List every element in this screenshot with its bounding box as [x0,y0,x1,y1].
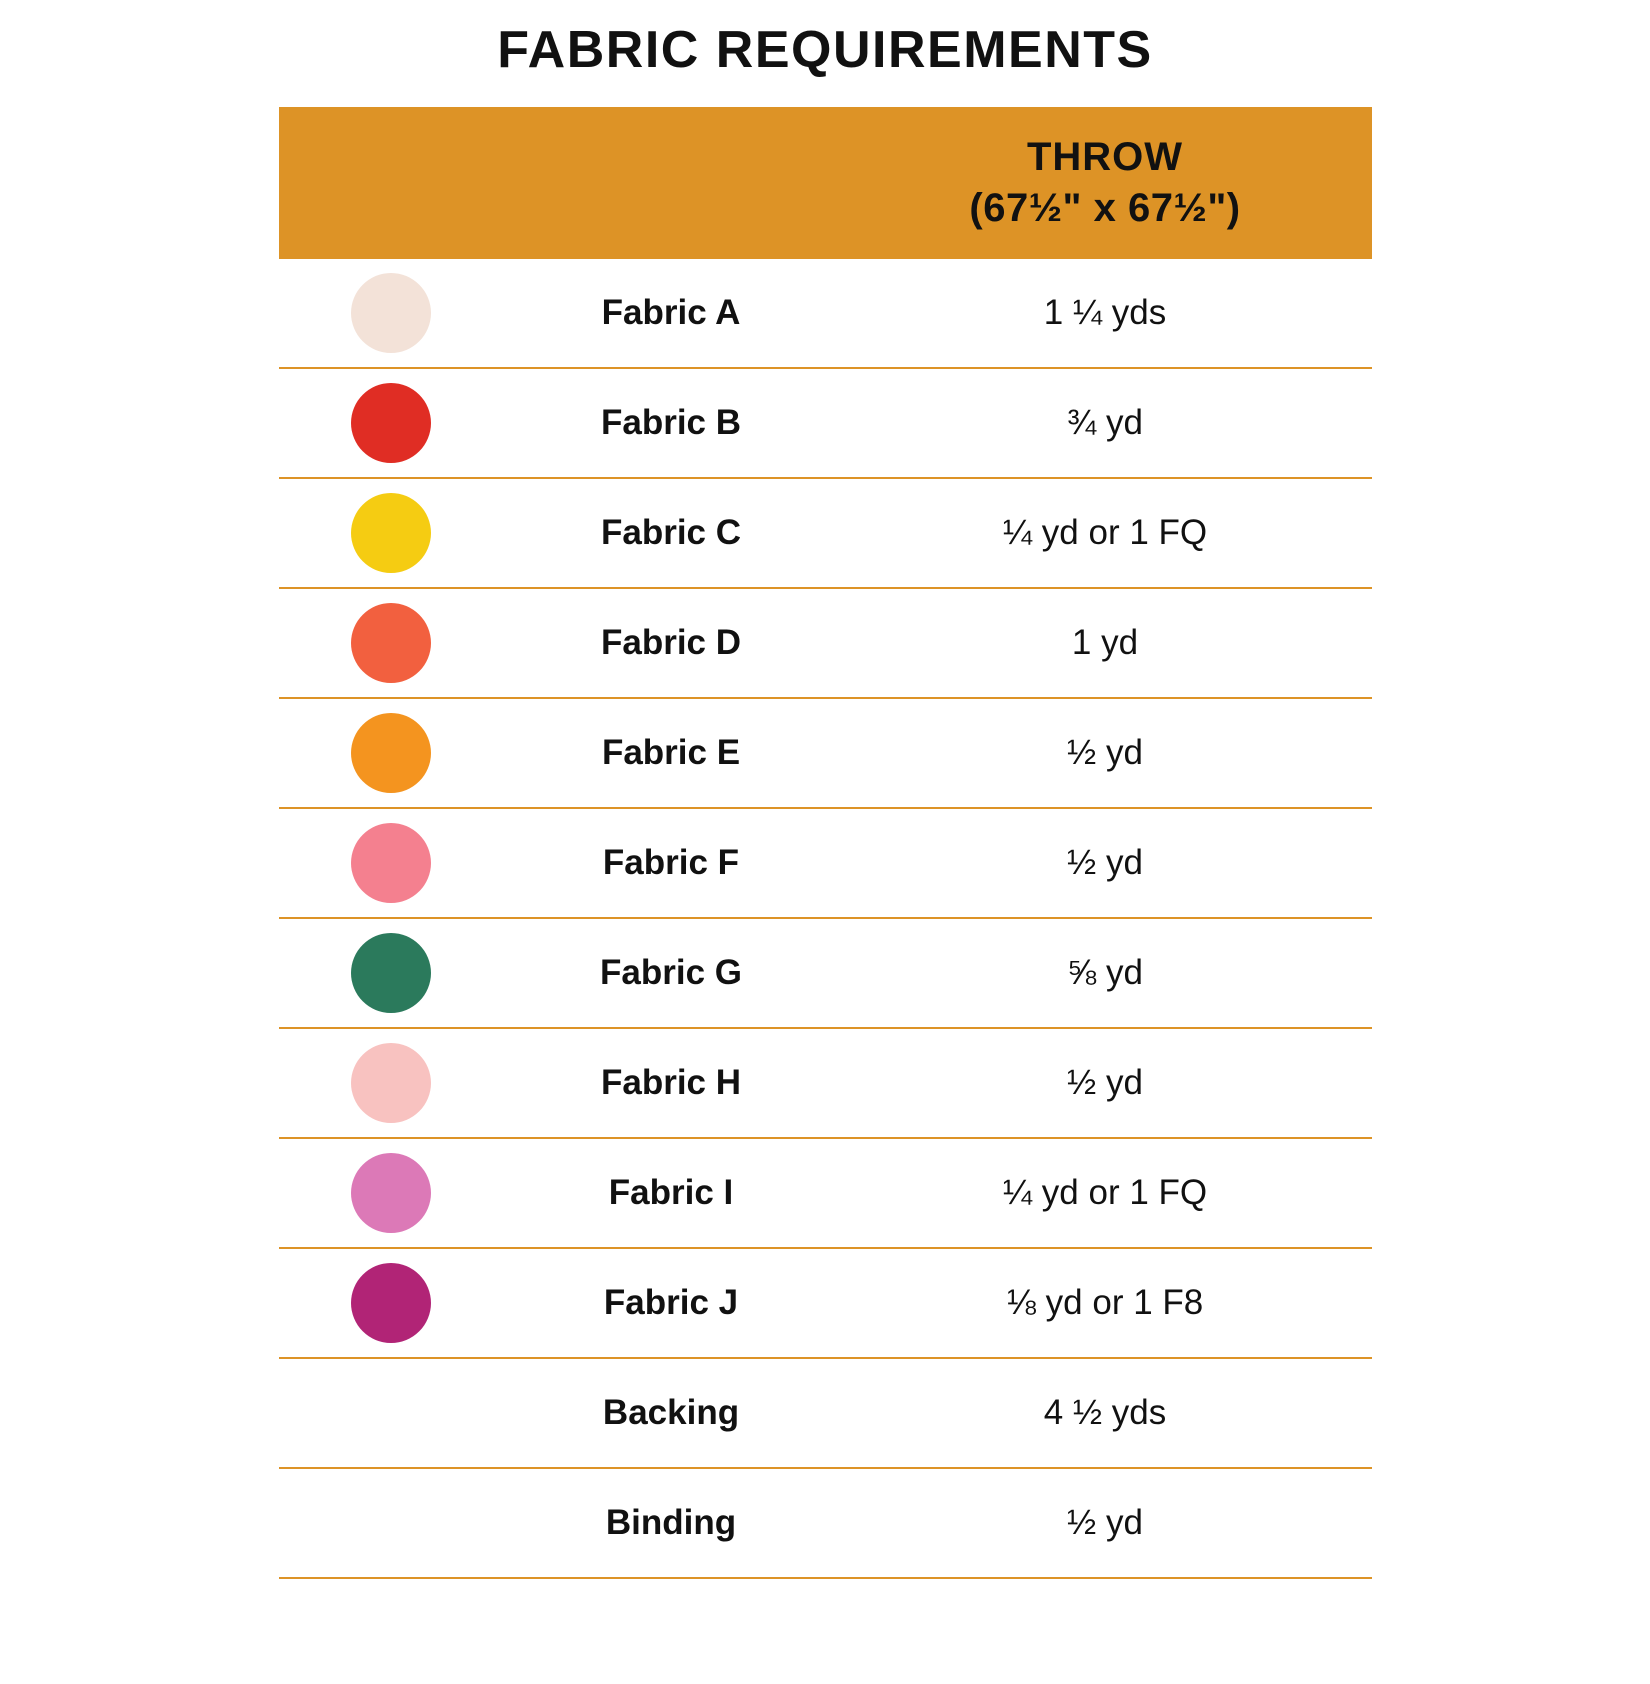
fabric-swatch-cell [279,1373,504,1453]
color-swatch-icon [351,383,431,463]
color-swatch-icon [351,1043,431,1123]
fabric-name: Fabric A [601,293,741,333]
fabric-amount: ½ yd [1067,1503,1143,1543]
table-row [279,259,1372,369]
color-swatch-placeholder [351,1373,431,1453]
color-swatch-placeholder [351,1483,431,1563]
fabric-amount: 4 ½ yds [1043,1393,1167,1433]
table-row [279,479,1372,589]
fabric-amount: ½ yd [1067,1063,1143,1103]
fabric-name: Fabric D [600,623,742,663]
fabric-amount: ¾ yd [1067,403,1143,443]
color-swatch-icon [351,603,431,683]
table-row [279,699,1372,809]
table-row [279,809,1372,919]
fabric-name: Fabric B [600,403,742,443]
fabric-swatch-cell [279,273,504,353]
color-swatch-icon [351,1153,431,1233]
table-row [279,1469,1372,1579]
fabric-amount: ⅝ yd [1067,953,1143,993]
fabric-swatch-cell [279,823,504,903]
fabric-swatch-cell [279,603,504,683]
size-label: THROW [1026,135,1184,179]
fabric-amount: ½ yd [1067,733,1143,773]
fabric-amount: 1 ¼ yds [1043,293,1167,333]
size-dimensions: (67½" x 67½") [969,186,1241,231]
table-row [279,1029,1372,1139]
table-body [279,259,1372,1579]
fabric-name: Fabric G [600,953,742,993]
fabric-amount: ¼ yd or 1 FQ [1002,1173,1208,1213]
table-row [279,919,1372,1029]
fabric-name: Fabric C [600,513,742,553]
fabric-name: Fabric J [603,1283,739,1323]
fabric-amount: ½ yd [1067,843,1143,883]
fabric-amount: ⅛ yd or 1 F8 [1006,1283,1204,1323]
fabric-name: Backing [602,1393,740,1433]
fabric-amount: 1 yd [1071,623,1139,663]
color-swatch-icon [351,823,431,903]
fabric-swatch-cell [279,1153,504,1233]
fabric-swatch-cell [279,1263,504,1343]
table-row [279,1359,1372,1469]
table-header-size [839,132,1372,234]
color-swatch-icon [351,933,431,1013]
fabric-swatch-cell [279,1043,504,1123]
fabric-name: Fabric E [601,733,741,773]
color-swatch-icon [351,493,431,573]
fabric-swatch-cell [279,383,504,463]
fabric-amount: ¼ yd or 1 FQ [1002,513,1208,553]
fabric-name: Fabric H [600,1063,742,1103]
fabric-requirements-table [279,107,1372,1579]
color-swatch-icon [351,273,431,353]
table-row [279,1249,1372,1359]
color-swatch-icon [351,713,431,793]
fabric-swatch-cell [279,713,504,793]
color-swatch-icon [351,1263,431,1343]
fabric-name: Fabric F [602,843,740,883]
table-row [279,1139,1372,1249]
fabric-name: Fabric I [608,1173,734,1213]
fabric-name: Binding [605,1503,737,1543]
page-title: FABRIC REQUIREMENTS [497,21,1153,79]
table-header-band [279,107,1372,259]
fabric-swatch-cell [279,1483,504,1563]
fabric-swatch-cell [279,933,504,1013]
fabric-swatch-cell [279,493,504,573]
table-row [279,369,1372,479]
table-row [279,589,1372,699]
